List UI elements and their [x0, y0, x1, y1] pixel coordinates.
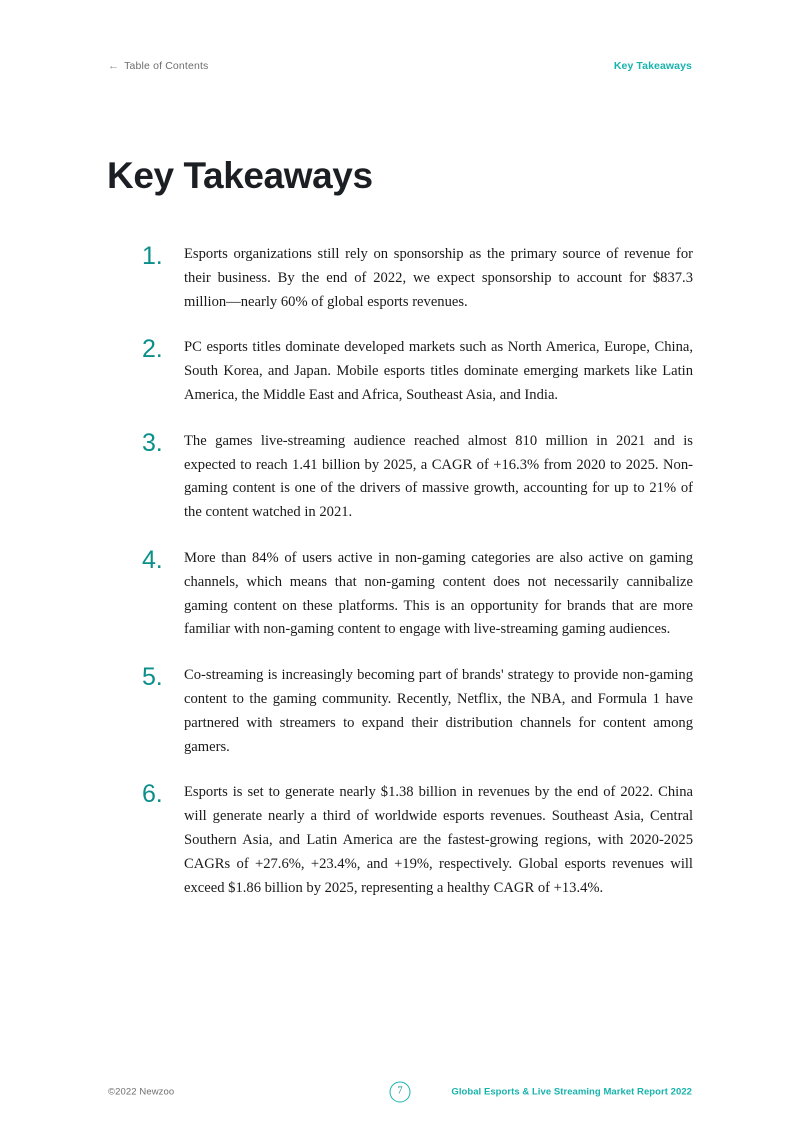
takeaway-text: Esports is set to generate nearly $1.38 billion in revenues by the end of 2022. China will generate nearly a third of worldwide esports revenues. Southeast Asia, Central Southern Asia, and Latin America are the fastest-growing regions, with 2020-2025 CAGRs of +27.6%, +23.4%, and +19%, respectively. Global esports revenues will exceed $1.86 billion by 2025, representing a healthy CAGR of +13.4%. [184, 784, 693, 896]
takeaway-number: 3. [142, 428, 163, 457]
takeaway-number: 5. [142, 663, 163, 692]
header-section-label: Key Takeaways [613, 59, 692, 72]
page-header [108, 58, 692, 74]
takeaway-number: 1. [142, 242, 163, 270]
takeaway-item-3 [140, 430, 693, 525]
footer-copyright: ©2022 Newzoo [108, 1086, 175, 1098]
takeaway-item-6 [140, 781, 693, 900]
takeaway-item-5 [140, 664, 693, 759]
takeaway-text: More than 84% of users active in non-gaming categories are also active on gaming channels, which means that non-gaming content does not necessarily cannibalize gaming content on these platforms. This is an opportunity for brands that are more familiar with non-gaming content to engage with live-streaming gaming audiences. [184, 549, 693, 638]
takeaway-text: The games live-streaming audience reached almost 810 million in 2021 and is expected to reach 1.41 billion by 2025, a CAGR of +16.3% from 2020 to 2025. Non-gaming content is one of the drivers of massive growth, accounting for up to 21% of the content watched in 2021. [184, 432, 693, 521]
takeaway-number: 4. [142, 545, 163, 574]
arrow-left-icon: ← [108, 59, 120, 72]
takeaway-item-1 [140, 243, 693, 314]
table-of-contents-link[interactable] [108, 61, 208, 72]
takeaway-item-2 [140, 336, 693, 407]
takeaway-text: Esports organizations still rely on sponsorship as the primary source of revenue for their business. By the end of 2022, we expect sponsorship to account for $837.3 million—nearly 60% of global esports revenues. [184, 246, 693, 310]
takeaway-text: Co-streaming is increasingly becoming part of brands' strategy to provide non-gaming content to the gaming community. Recently, Netflix, the NBA, and Formula 1 have partnered with streamers to expand their distribution channels for content among gamers. [184, 667, 693, 755]
table-of-contents-label: Table of Contents [124, 59, 209, 72]
takeaway-item-4 [140, 547, 693, 642]
takeaway-number: 2. [142, 335, 163, 364]
takeaway-text: PC esports titles dominate developed markets such as North America, Europe, China, South Korea, and Japan. Mobile esports titles dominate emerging markets like Latin America, the Middle East and Africa, Southeast Asia, and India. [184, 339, 693, 403]
page-footer [108, 1081, 692, 1103]
takeaway-number: 6. [142, 780, 163, 809]
page-number-badge: 7 [390, 1082, 411, 1103]
footer-report-title: Global Esports & Live Streaming Market Report 2022 [451, 1086, 692, 1098]
key-takeaways-list [140, 243, 693, 900]
page-title: Key Takeaways [107, 155, 373, 196]
